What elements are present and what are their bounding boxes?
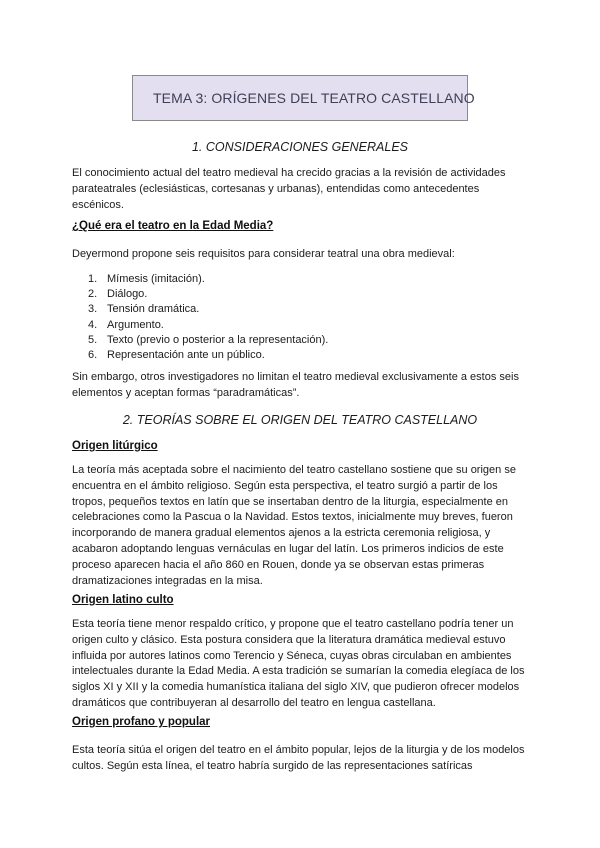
profano-paragraph: Esta teoría sitúa el origen del teatro en el ámbito popular, lejos de la liturgia y de los modelos cultos. Según esta línea, el teatro habría surgido de las representaciones satíricas (72, 744, 525, 772)
list-item: 4. Argumento. (88, 318, 164, 331)
liturgico-heading: Origen litúrgico (72, 440, 158, 452)
list-item: 5. Texto (previo o posterior a la representación). (88, 333, 329, 346)
latino-heading: Origen latino culto (72, 594, 174, 606)
list-item: 3. Tensión dramática. (88, 303, 200, 316)
document-title: TEMA 3: ORÍGENES DEL TEATRO CASTELLANO (153, 90, 475, 106)
intro-paragraph: El conocimiento actual del teatro medieval ha crecido gracias a la revisión de actividades parateatrales (eclesiásticas, cortesanas y urbanas), entendidas como antecedentes escénicos. (72, 167, 506, 211)
latino-paragraph: Esta teoría tiene menor respaldo crítico, y propone que el teatro castellano podría tener un origen culto y clásico. Esta postura considera que la literatura dramática medieval estuvo influida por autores latinos como Terencio y Séneca, cuyas obras circulaban en ambientes intelectuales durante la Edad Media. A esta tradición se sumarían la comedia elegíaca de los siglos XI y XII y la comedia humanística italiana del siglo XIV, que pudieron ofrecer modelos dramáticos que contribuyeran al desarrollo del teatro en lengua castellana. (72, 618, 525, 709)
profano-heading: Origen profano y popular (72, 716, 211, 728)
list-item: 6. Representación ante un público. (88, 349, 265, 362)
section-1-heading: 1. CONSIDERACIONES GENERALES (191, 140, 409, 154)
question-heading: ¿Qué era el teatro en la Edad Media? (72, 220, 274, 232)
closing-paragraph: Sin embargo, otros investigadores no limitan el teatro medieval exclusivamente a estos seis elementos y aceptan formas “paradramáticas”. (72, 371, 519, 399)
requisites-list (88, 272, 328, 363)
list-item: 2. Diálogo. (88, 288, 148, 301)
deyermond-paragraph: Deyermond propone seis requisitos para considerar teatral una obra medieval: (72, 248, 455, 260)
liturgico-paragraph: La teoría más aceptada sobre el nacimiento del teatro castellano sostiene que su origen se encuentra en el ámbito religioso. Según esta perspectiva, el teatro surgió a partir de los tropos, pequeños textos en latín que se insertaban dentro de la liturgia, especialmente en celebraciones como la Pascua o la Navidad. Estos textos, inicialmente muy breves, fueron incorporando de manera gradual elementos ajenos a la estricta ceremonia religiosa, y acabaron adoptando lenguas vernáculas en lugar del latín. Los primeros indicios de este proceso aparecen hacia el año 860 en Rouen, donde ya se observan estas primeras dramatizaciones integradas en la misa. (72, 464, 516, 587)
section-2-heading: 2. TEORÍAS SOBRE EL ORIGEN DEL TEATRO CASTELLANO (122, 413, 478, 427)
title-banner (132, 75, 475, 121)
list-item: 1. Mímesis (imitación). (88, 273, 205, 285)
